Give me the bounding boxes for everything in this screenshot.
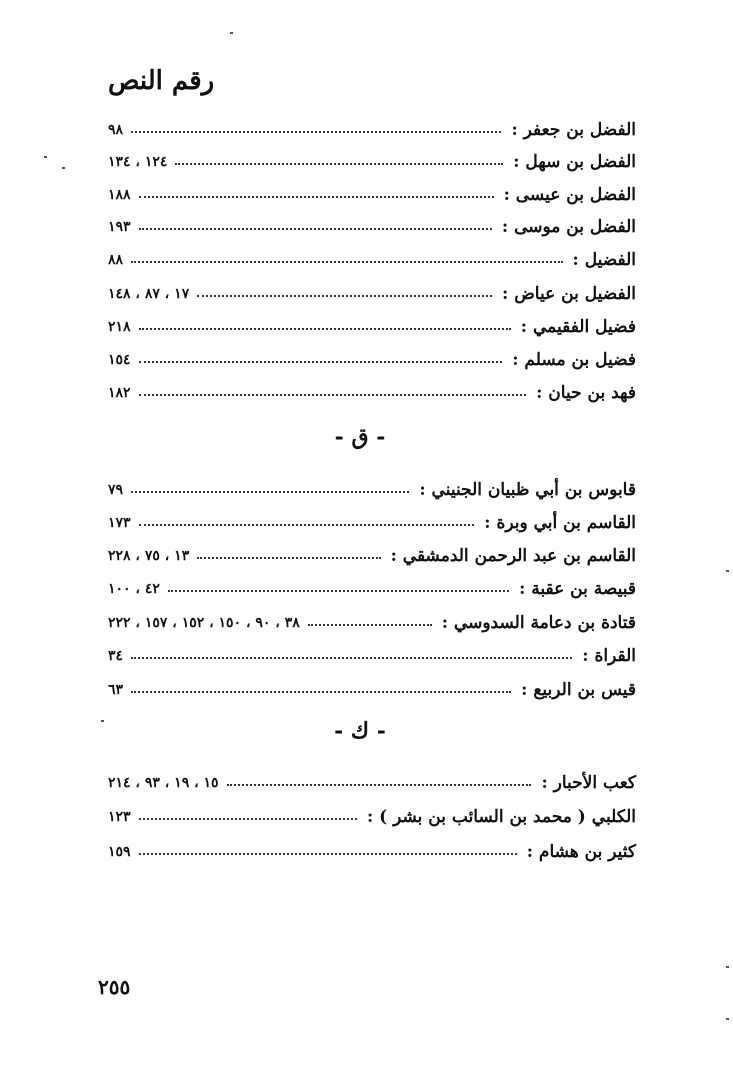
entry-name: الفضل بن جعفر : [511, 120, 636, 140]
scan-speck [44, 156, 47, 158]
dot-leader [308, 624, 432, 626]
entry-pages: ١٥٤ [108, 352, 131, 368]
entry-name: الفضل بن موسى : [501, 217, 636, 237]
index-entry [108, 307, 636, 337]
dot-leader [227, 784, 532, 786]
dot-leader [139, 328, 511, 330]
dot-leader [197, 295, 492, 297]
index-entry [108, 832, 636, 862]
entry-name: الفضيل بن عياض : [502, 284, 636, 304]
dot-leader [139, 228, 492, 230]
entry-name: قبيصة بن عقبة : [519, 579, 636, 599]
index-entry [108, 670, 636, 700]
entry-name: كثير بن هشام : [526, 842, 636, 862]
entry-name: الكلبي ( محمد بن السائب بن بشر ) : [366, 807, 636, 827]
scan-speck [726, 570, 729, 572]
index-entry [108, 274, 636, 304]
entry-pages: ٨٨ [108, 252, 124, 268]
index-entry [108, 536, 636, 566]
entry-name: كعب الأحبار : [541, 773, 636, 793]
section-heading-kaf: - ك - [334, 718, 386, 744]
entry-pages: ٧٩ [108, 482, 124, 498]
entry-name: الفضل بن سهل : [513, 152, 636, 172]
dot-leader [139, 196, 494, 198]
entry-name: القاسم بن عبد الرحمن الدمشقي : [390, 546, 636, 566]
entry-pages: ١٢٤ ، ١٣٤ [108, 154, 168, 170]
scan-speck [726, 1018, 729, 1020]
index-entry [108, 340, 636, 370]
page-number: ٢٥٥ [98, 975, 131, 999]
entry-name: القراة : [582, 646, 636, 666]
dot-leader [175, 163, 503, 165]
entry-name: القاسم بن أبي وبرة : [484, 513, 636, 533]
index-entry [108, 110, 636, 140]
section-heading-qaf: - ق - [334, 424, 386, 450]
dot-leader [131, 691, 511, 693]
index-entry [108, 636, 636, 666]
scan-speck [230, 32, 233, 34]
entry-pages: ١٧ ، ٨٧ ، ١٤٨ [108, 286, 190, 302]
dot-leader [131, 261, 563, 263]
dot-leader [139, 394, 527, 396]
entry-pages: ١٧٣ [108, 515, 131, 531]
entry-pages: ١٩٣ [108, 219, 131, 235]
dot-leader [139, 361, 503, 363]
index-entry [108, 603, 636, 633]
index-entry [108, 175, 636, 205]
entry-pages: ١٨٢ [108, 385, 131, 401]
index-entry [108, 240, 636, 270]
entry-pages: ٣٨ ، ٩٠ ، ١٥٠ ، ١٥٢ ، ١٥٧ ، ٢٢٢ [108, 615, 300, 631]
index-entry [108, 470, 636, 500]
entry-pages: ٢١٨ [108, 319, 131, 335]
entry-name: فهد بن حيان : [536, 383, 636, 403]
index-entry [108, 763, 636, 793]
entry-pages: ١٢٣ [108, 809, 131, 825]
scan-speck [101, 720, 104, 722]
index-entry [108, 373, 636, 403]
entry-name: قابوس بن أبي ظبيان الجنيني : [419, 480, 636, 500]
entry-name: الفضل بن عيسى : [503, 185, 636, 205]
entry-name: فضيل بن مسلم : [512, 350, 636, 370]
dot-leader [131, 131, 501, 133]
entry-pages: ٩٨ [108, 122, 124, 138]
entry-name: قيس بن الربيع : [521, 680, 636, 700]
index-entry [108, 503, 636, 533]
entry-pages: ٣٤ [108, 648, 124, 664]
entry-name: قتادة بن دعامة السدوسي : [441, 613, 636, 633]
entry-pages: ٦٣ [108, 682, 124, 698]
dot-leader [139, 524, 475, 526]
entry-pages: ١٨٨ [108, 187, 131, 203]
dot-leader [168, 590, 509, 592]
dot-leader [131, 657, 572, 659]
dot-leader [197, 557, 380, 559]
entry-pages: ٤٢ ، ١٠٠ [108, 581, 160, 597]
index-entry [108, 207, 636, 237]
page-header-title: رقم النص [108, 66, 215, 96]
scan-speck [726, 966, 729, 968]
index-entry [108, 797, 636, 827]
entry-pages: ١٥ ، ١٩ ، ٩٣ ، ٢١٤ [108, 775, 219, 791]
scan-speck [62, 167, 65, 169]
entry-pages: ١٣ ، ٧٥ ، ٢٢٨ [108, 548, 190, 564]
dot-leader [139, 818, 357, 820]
entry-pages: ١٥٩ [108, 844, 131, 860]
dot-leader [131, 491, 409, 493]
index-entry [108, 569, 636, 599]
entry-name: الفضيل : [572, 250, 636, 270]
dot-leader [139, 853, 517, 855]
index-entry [108, 142, 636, 172]
entry-name: فضيل الفقيمي : [520, 317, 636, 337]
